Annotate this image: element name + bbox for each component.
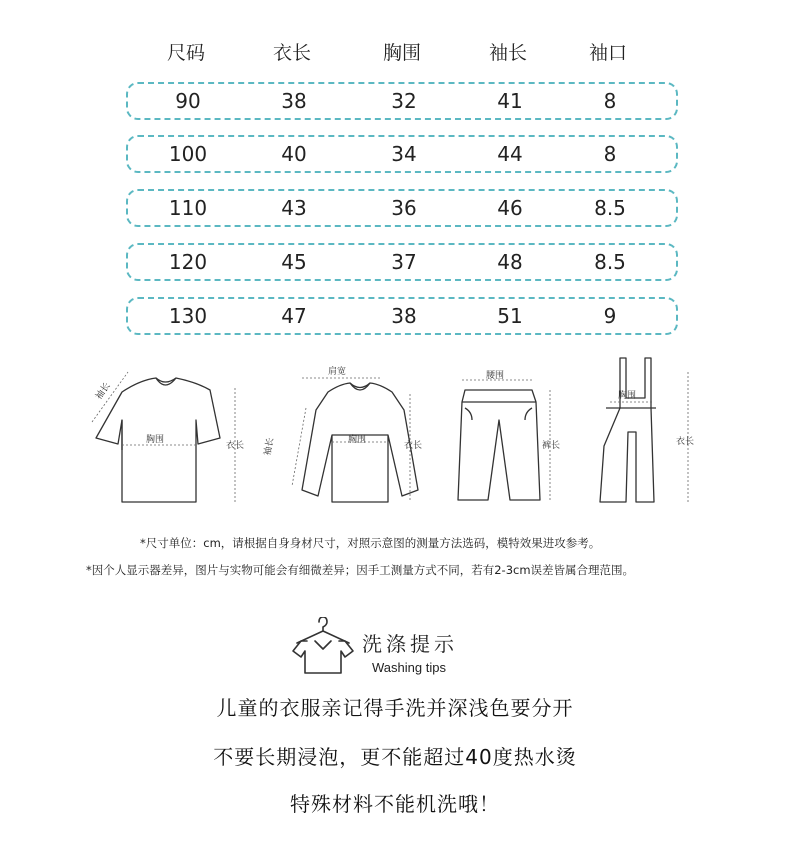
- table-row: [126, 189, 678, 227]
- cell-size: 130: [168, 304, 208, 328]
- header-chest: 胸围: [382, 41, 421, 64]
- shirt-on-hanger-icon: [291, 617, 355, 679]
- tshirt-sleeve-label: 袖长: [94, 381, 113, 402]
- sweater-length-label: 衣长: [404, 441, 423, 451]
- cell-cuff: 8: [603, 142, 617, 166]
- cell-length: 40: [281, 142, 307, 166]
- washing-tip: 儿童的衣服亲记得手洗并深浅色要分开: [216, 696, 574, 720]
- cell-sleeve-length: 41: [497, 89, 523, 113]
- cell-sleeve-length: 46: [497, 196, 523, 220]
- overalls-diagram: [600, 358, 656, 502]
- sweater-shoulder-label: 肩宽: [328, 367, 347, 377]
- pants-length-label: 裤长: [542, 441, 561, 451]
- cell-size: 90: [175, 89, 201, 113]
- sweater-sleeve-label: 袖长: [263, 437, 277, 457]
- size-unit-note: *尺寸单位：cm，请根据自身身材尺寸，对照示意图的测量方法选码，模特效果进攻参考。: [140, 536, 601, 550]
- washing-tip: 不要长期浸泡，更不能超过40度热水烫: [213, 745, 577, 769]
- table-row: [126, 82, 678, 120]
- cell-length: 43: [281, 196, 307, 220]
- overalls-chest-label: 胸围: [618, 391, 637, 401]
- cell-size: 100: [168, 142, 208, 166]
- cell-sleeve-length: 44: [497, 142, 523, 166]
- overalls-length-label: 衣长: [676, 437, 695, 447]
- washing-title: 洗涤提示: [362, 632, 458, 656]
- pants-diagram: [458, 390, 540, 500]
- table-row: [126, 243, 678, 281]
- table-row: [126, 297, 678, 335]
- cell-length: 45: [281, 250, 307, 274]
- size-table-header: [126, 34, 678, 68]
- measurement-diagrams: [70, 350, 710, 510]
- tshirt-length-label: 衣长: [226, 441, 245, 451]
- pants-waist-label: 腰围: [486, 371, 505, 381]
- washing-tip: 特殊材料不能机洗哦！: [290, 792, 500, 816]
- cell-cuff: 8.5: [594, 196, 626, 220]
- sweater-chest-label: 胸围: [348, 435, 367, 445]
- cell-size: 110: [168, 196, 208, 220]
- cell-chest: 37: [391, 250, 417, 274]
- tshirt-chest-label: 胸围: [146, 435, 165, 445]
- table-row: [126, 135, 678, 173]
- header-sleeve-length: 袖长: [488, 41, 527, 64]
- header-size: 尺码: [166, 41, 205, 64]
- cell-cuff: 9: [603, 304, 617, 328]
- cell-sleeve-length: 51: [497, 304, 523, 328]
- cell-size: 120: [168, 250, 208, 274]
- display-difference-note: *因个人显示器差异，图片与实物可能会有细微差异；因手工测量方式不同，若有2-3cm误差皆属合理范围。: [86, 563, 635, 577]
- cell-chest: 32: [391, 89, 417, 113]
- header-length: 衣长: [272, 41, 311, 64]
- cell-cuff: 8: [603, 89, 617, 113]
- header-cuff: 袖口: [588, 41, 627, 64]
- cell-chest: 38: [391, 304, 417, 328]
- cell-length: 38: [281, 89, 307, 113]
- cell-sleeve-length: 48: [497, 250, 523, 274]
- cell-chest: 34: [391, 142, 417, 166]
- cell-cuff: 8.5: [594, 250, 626, 274]
- cell-chest: 36: [391, 196, 417, 220]
- washing-subtitle: Washing tips: [372, 660, 446, 675]
- cell-length: 47: [281, 304, 307, 328]
